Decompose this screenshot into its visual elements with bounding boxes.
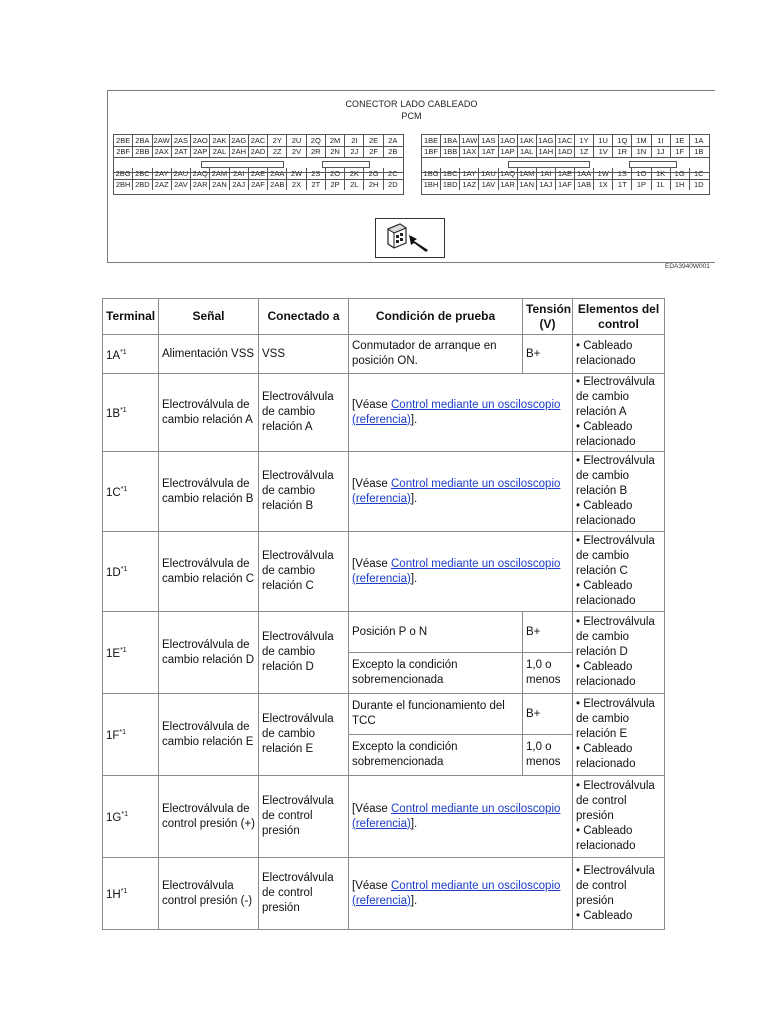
terminal-cell (103, 452, 159, 532)
connector-pin: 2AM (210, 168, 229, 179)
connector-pin: 2AF (249, 179, 268, 190)
voltage-cell (523, 735, 573, 776)
connector-pin: 2B (388, 147, 398, 156)
signal-cell-line: Electroválvula de control presión (+) (162, 802, 255, 830)
connector-pin: 2AN (210, 179, 229, 190)
footnote-mark: *1 (120, 888, 128, 896)
connector-pin: 2AU (172, 168, 191, 179)
signal-cell (159, 532, 259, 612)
connector-pin: 1AW (460, 135, 479, 146)
reference-suffix: ]. (410, 413, 418, 426)
connector-pin: 2BB (133, 146, 152, 157)
table-row (103, 612, 665, 653)
elements-cell-line: • Cableado relacionado (576, 580, 636, 607)
signal-cell-line: Alimentación VSS (162, 347, 255, 360)
connector-pin: 1U (594, 135, 613, 146)
condition-cell-line: Conmutador de arranque en posición ON. (352, 340, 497, 367)
connected-cell-line: VSS (262, 347, 286, 360)
condition-cell (349, 735, 523, 776)
connector-pin: 1G (671, 168, 690, 179)
elements-cell-line: • Electroválvula de control presión (576, 780, 655, 822)
connector-pin: 2AE (249, 168, 268, 179)
reference-suffix: ]. (410, 894, 418, 907)
connected-cell (259, 612, 349, 694)
oscilloscope-reference-link[interactable]: Control mediante un osciloscopio (referencia) (352, 879, 561, 907)
connector-pin: 2D (388, 180, 398, 189)
pin-row-divider (114, 179, 403, 180)
connector-pin: 1Z (575, 146, 594, 157)
connector-pin: 1AP (499, 146, 518, 157)
elements-cell (573, 776, 665, 858)
terminal-cell (103, 374, 159, 452)
connected-cell (259, 374, 349, 452)
reference-prefix: [Véase (352, 879, 391, 892)
connector-pin: 2A (388, 136, 398, 145)
elements-cell (573, 335, 665, 374)
terminal-cell (103, 858, 159, 930)
elements-cell-line: • Cableado relacionado (576, 743, 636, 770)
connector-pin: 2K (345, 168, 364, 179)
connected-cell-line: Electroválvula de control presión (262, 795, 334, 837)
footnote-mark: *1 (120, 486, 128, 494)
connector-pin: 2X (287, 179, 306, 190)
connector-pin: 1AV (479, 179, 498, 190)
table-row (103, 694, 665, 735)
elements-cell-line: • Cableado (576, 909, 633, 922)
connector-subtitle: PCM (401, 111, 422, 121)
pin-row (114, 135, 403, 146)
footnote-mark: *1 (121, 811, 128, 819)
connector-pin: 2AD (249, 146, 268, 157)
connector-pin: 1V (594, 146, 613, 157)
connector-pin: 2BC (133, 168, 152, 179)
terminal-cell (103, 532, 159, 612)
connector-pin: 1AH (537, 146, 556, 157)
connector-pin: 2AJ (230, 179, 249, 190)
connector-plug-icon (375, 218, 445, 258)
condition-reference (349, 776, 573, 858)
connector-pin: 1AQ (499, 168, 518, 179)
table-row (103, 335, 665, 374)
connector-pin: 1AK (518, 135, 537, 146)
table-row (103, 374, 665, 452)
signal-cell (159, 452, 259, 532)
connector-pin: 1N (632, 146, 651, 157)
elements-cell-line: • Electroválvula de cambio relación B (576, 455, 655, 497)
signal-cell-line: Electroválvula de cambio relación B (162, 477, 254, 505)
connector-diagram (107, 90, 715, 263)
footnote-mark: *1 (120, 566, 128, 574)
condition-cell-line: Excepto la condición sobremencionada (352, 659, 458, 686)
terminal-id: 1F (106, 729, 120, 742)
connector-pin: 1F (671, 146, 690, 157)
connector-pin: 1BE (422, 135, 441, 146)
signal-cell (159, 694, 259, 776)
connector-pin: 1AY (460, 168, 479, 179)
signal-cell-line: Electroválvula de cambio relación D (162, 638, 255, 666)
connector-pin: 2AX (153, 146, 172, 157)
condition-reference (349, 532, 573, 612)
connector-pin: 1AS (479, 135, 498, 146)
connector-pin: 2Q (307, 135, 326, 146)
connector-pin: 1P (632, 179, 651, 190)
pin-row (422, 146, 709, 157)
connector-pin: 1AX (460, 146, 479, 157)
terminal-cell (103, 694, 159, 776)
connector-pin: 2AO (191, 135, 210, 146)
terminal-cell (103, 335, 159, 374)
pin-row-divider (422, 179, 709, 180)
connector-pin: 1A (694, 136, 704, 145)
pin-row (422, 179, 709, 190)
condition-reference (349, 452, 573, 532)
connector-pin: 1AZ (460, 179, 479, 190)
elements-cell (573, 532, 665, 612)
connector-pin: 2M (326, 135, 345, 146)
connector-pin: 1AR (499, 179, 518, 190)
signal-cell (159, 776, 259, 858)
signal-cell-line: Electroválvula de cambio relación C (162, 557, 255, 585)
connector-pin: 1E (671, 135, 690, 146)
terminal-cell (103, 776, 159, 858)
oscilloscope-reference-link[interactable]: Control mediante un osciloscopio (referencia) (352, 802, 561, 830)
connector-pin: 1T (613, 179, 632, 190)
header-elements: Elementos del control (573, 299, 665, 335)
connector-pin: 1AU (479, 168, 498, 179)
voltage-cell-line: 1,0 o menos (526, 741, 561, 768)
pin-row (114, 146, 403, 157)
condition-cell-line: Posición P o N (352, 625, 428, 638)
voltage-cell (523, 694, 573, 735)
voltage-cell-line: 1,0 o menos (526, 659, 561, 686)
elements-cell-line: • Electroválvula de cambio relación E (576, 698, 655, 740)
terminal-id: 1D (106, 566, 121, 579)
terminal-id: 1B (106, 407, 121, 420)
reference-prefix: [Véase (352, 557, 391, 570)
reference-suffix: ]. (410, 817, 418, 830)
connector-pin: 1AI (537, 168, 556, 179)
connector-pin: 2E (364, 135, 383, 146)
terminal-id: 1H (106, 888, 121, 901)
connector-pin: 1R (613, 146, 632, 157)
elements-cell-line: • Cableado relacionado (576, 825, 636, 852)
pin-row-divider (114, 146, 403, 147)
connector-pin: 2V (287, 146, 306, 157)
elements-cell (573, 374, 665, 452)
elements-cell-line: • Cableado relacionado (576, 500, 636, 527)
terminal-id: 1G (106, 811, 122, 824)
signal-cell (159, 612, 259, 694)
connector-pin: 2O (326, 168, 345, 179)
connector-pin: 2H (364, 179, 383, 190)
reference-prefix: [Véase (352, 477, 391, 490)
connector-pin: 1H (671, 179, 690, 190)
table-row (103, 776, 665, 858)
header-voltage: Tensión (V) (523, 299, 573, 335)
elements-cell-line: • Electroválvula de cambio relación C (576, 535, 655, 577)
connector-pin: 2BD (133, 179, 152, 190)
condition-cell (349, 694, 523, 735)
table-header-row (103, 299, 665, 335)
condition-reference (349, 374, 573, 452)
table-row (103, 858, 665, 930)
elements-cell-line: • Cableado relacionado (576, 421, 636, 448)
connector-pin: 1K (652, 168, 671, 179)
oscilloscope-reference-link[interactable]: Control mediante un osciloscopio (referencia) (352, 557, 561, 585)
connected-cell-line: Electroválvula de cambio relación B (262, 470, 334, 512)
connector-pin: 1S (613, 168, 632, 179)
voltage-cell (523, 653, 573, 694)
connector-pin: 2N (326, 146, 345, 157)
connector-pin: 2Z (268, 146, 287, 157)
reference-suffix: ]. (410, 492, 418, 505)
connector-pin: 2G (364, 168, 383, 179)
connector-pin: 1B (694, 147, 704, 156)
connected-cell (259, 858, 349, 930)
connector-pin: 2BA (133, 135, 152, 146)
elements-cell (573, 612, 665, 694)
connector-pin: 2AQ (191, 168, 210, 179)
header-signal: Señal (159, 299, 259, 335)
elements-cell (573, 452, 665, 532)
connector-pin: 2BG (114, 168, 133, 179)
connector-pin: 2AR (191, 179, 210, 190)
connector-pin: 1AF (556, 179, 575, 190)
header-connected: Conectado a (259, 299, 349, 335)
connector-pin: 2Y (268, 135, 287, 146)
connector-pin: 1BB (441, 146, 460, 157)
connector-pin: 1AB (575, 179, 594, 190)
connector-pin: 2J (345, 146, 364, 157)
header-terminal: Terminal (103, 299, 159, 335)
connector-pin: 1AA (575, 168, 594, 179)
connector-pin: 2L (345, 179, 364, 190)
connector-pin: 2C (388, 169, 398, 178)
connector-pin: 1AO (499, 135, 518, 146)
condition-cell-line: Excepto la condición sobremencionada (352, 741, 458, 768)
connector-pin: 1L (652, 179, 671, 190)
connector-pin: 2AZ (153, 179, 172, 190)
connector-pin: 2AL (210, 146, 229, 157)
connector-pin: 2BE (114, 135, 133, 146)
connector-pin-block-left (113, 134, 404, 195)
connector-pin: 1AN (518, 179, 537, 190)
connector-pin: 1AT (479, 146, 498, 157)
elements-cell-line: • Electroválvula de cambio relación A (576, 376, 655, 418)
pin-row-divider (422, 146, 709, 147)
oscilloscope-reference-link[interactable]: Control mediante un osciloscopio (referencia) (352, 398, 561, 426)
connector-pin: 2AK (210, 135, 229, 146)
connector-pin: 2AC (249, 135, 268, 146)
connector-pin: 2W (287, 168, 306, 179)
connector-pin: 1BD (441, 179, 460, 190)
figure-code: EDA3940W001 (665, 263, 710, 270)
condition-cell (349, 335, 523, 374)
reference-suffix: ]. (410, 572, 418, 585)
footnote-mark: *1 (120, 348, 127, 356)
condition-cell (349, 653, 523, 694)
connector-pin: 2AA (268, 168, 287, 179)
table-row (103, 452, 665, 532)
signal-cell-line: Electroválvula control presión (-) (162, 879, 253, 907)
voltage-cell-line: B+ (526, 707, 541, 720)
connector-pin: 2T (307, 179, 326, 190)
table-row (103, 532, 665, 612)
connector-pin: 1AD (556, 146, 575, 157)
terminal-id: 1C (106, 486, 121, 499)
connected-cell (259, 532, 349, 612)
voltage-cell (523, 335, 573, 374)
connector-pin: 2AV (172, 179, 191, 190)
elements-cell-line: • Electroválvula de cambio relación D (576, 616, 655, 658)
reference-prefix: [Véase (352, 398, 391, 411)
footnote-mark: *1 (120, 407, 127, 415)
condition-cell-line: Durante el funcionamiento del TCC (352, 700, 505, 727)
connector-pin: 2S (307, 168, 326, 179)
connector-pin: 2AB (268, 179, 287, 190)
connected-cell (259, 452, 349, 532)
connector-pin: 1AJ (537, 179, 556, 190)
connector-pin: 2BH (114, 179, 133, 190)
connected-cell-line: Electroválvula de cambio relación A (262, 391, 334, 433)
connector-pin: 2AS (172, 135, 191, 146)
connector-lock-slot (629, 161, 677, 168)
pin-row (422, 135, 709, 146)
connected-cell (259, 776, 349, 858)
connector-pin: 1W (594, 168, 613, 179)
condition-reference (349, 858, 573, 930)
condition-cell (349, 612, 523, 653)
elements-cell-line: • Cableado relacionado (576, 340, 636, 367)
connected-cell (259, 694, 349, 776)
connector-title: CONECTOR LADO CABLEADO (345, 99, 478, 109)
connector-pin: 1AM (518, 168, 537, 179)
connector-pin: 1BA (441, 135, 460, 146)
signal-cell (159, 335, 259, 374)
oscilloscope-reference-link[interactable]: Control mediante un osciloscopio (referencia) (352, 477, 561, 505)
connector-pin: 1Q (613, 135, 632, 146)
connector-pin: 2I (345, 135, 364, 146)
signal-cell-line: Electroválvula de cambio relación E (162, 720, 254, 748)
signal-cell (159, 374, 259, 452)
connected-cell-line: Electroválvula de cambio relación C (262, 550, 334, 592)
signal-cell (159, 858, 259, 930)
connector-pin: 1BF (422, 146, 441, 157)
connector-lock-slot (508, 161, 590, 168)
connector-pin: 1BH (422, 179, 441, 190)
connector-pin: 2AH (230, 146, 249, 157)
connector-pin: 1BG (422, 168, 441, 179)
elements-cell (573, 694, 665, 776)
footnote-mark: *1 (120, 647, 127, 655)
connector-pin: 1BC (441, 168, 460, 179)
reference-prefix: [Véase (352, 802, 391, 815)
connector-pin: 2F (364, 146, 383, 157)
terminal-cell (103, 612, 159, 694)
connector-pin: 2R (307, 146, 326, 157)
connector-pin: 2AP (191, 146, 210, 157)
connector-pin: 1AL (518, 146, 537, 157)
elements-cell (573, 858, 665, 930)
connector-lock-slot (201, 161, 284, 168)
connector-pin: 1C (694, 169, 704, 178)
voltage-cell-line: B+ (526, 347, 541, 360)
connector-pin: 1AC (556, 135, 575, 146)
connector-pin: 1D (694, 180, 704, 189)
header-condition: Condición de prueba (349, 299, 523, 335)
connector-pin: 1X (594, 179, 613, 190)
terminal-id: 1A (106, 349, 121, 362)
connected-cell-line: Electroválvula de cambio relación D (262, 631, 334, 673)
connected-cell-line: Electroválvula de control presión (262, 872, 334, 914)
connector-lock-slot (322, 161, 370, 168)
connector-pin: 2BF (114, 146, 133, 157)
connector-pin: 2U (287, 135, 306, 146)
signal-cell-line: Electroválvula de cambio relación A (162, 398, 253, 426)
connector-pin: 2AT (172, 146, 191, 157)
elements-cell-line: • Cableado relacionado (576, 661, 636, 688)
connector-pin: 2AY (153, 168, 172, 179)
connector-pin: 2AI (230, 168, 249, 179)
terminal-spec-table (102, 298, 665, 930)
connector-pin: 2AW (153, 135, 172, 146)
terminal-id: 1E (106, 647, 121, 660)
connector-pin: 1AE (556, 168, 575, 179)
voltage-cell (523, 612, 573, 653)
connected-cell (259, 335, 349, 374)
elements-cell-line: • Electroválvula de control presión (576, 864, 655, 907)
footnote-mark: *1 (119, 729, 127, 737)
connector-pin: 1Y (575, 135, 594, 146)
connector-pin-block-right (421, 134, 710, 195)
connector-pin: 1O (632, 168, 651, 179)
pin-row (114, 179, 403, 190)
connector-pin: 1M (632, 135, 651, 146)
connector-pin: 2AG (230, 135, 249, 146)
connected-cell-line: Electroválvula de cambio relación E (262, 713, 334, 755)
connector-pin: 1AG (537, 135, 556, 146)
connector-pin: 1I (652, 135, 671, 146)
voltage-cell-line: B+ (526, 625, 541, 638)
connector-pin: 2P (326, 179, 345, 190)
connector-pin: 1J (652, 146, 671, 157)
